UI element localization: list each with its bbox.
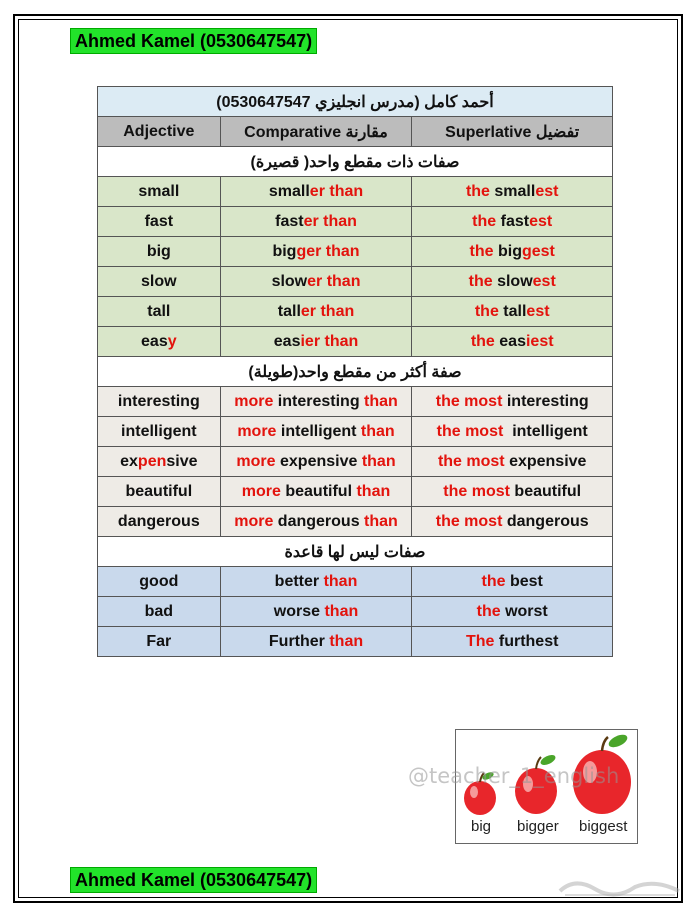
- word-segment: interesting: [277, 392, 365, 410]
- word-segment: worse: [273, 602, 325, 620]
- word-segment: the: [470, 332, 500, 350]
- superlative-cell: [412, 477, 613, 507]
- word-segment: the most: [437, 452, 510, 470]
- word-segment: intelligent: [507, 422, 588, 440]
- word-segment: more: [237, 422, 281, 440]
- word-segment: ex: [120, 452, 138, 470]
- word-segment: the: [469, 242, 498, 260]
- section-heading: صفة أكثر من مقطع واحد(طويلة): [98, 357, 613, 387]
- word-segment: the: [468, 272, 498, 290]
- word-segment: than: [364, 512, 398, 530]
- word-segment: est: [529, 212, 553, 230]
- adjective-cell: [98, 507, 221, 537]
- table-row: [98, 177, 613, 207]
- word-segment: Further: [268, 632, 330, 650]
- header-adjective: Adjective: [98, 117, 221, 147]
- word-segment: iest: [525, 332, 554, 350]
- word-segment: more: [234, 512, 278, 530]
- word-segment: the most: [436, 422, 508, 440]
- table-row: [98, 267, 613, 297]
- adjective-cell: [98, 177, 221, 207]
- superlative-cell: [412, 207, 613, 237]
- word-segment: gest: [521, 242, 555, 260]
- word-segment: intelligent: [121, 422, 197, 440]
- adjective-cell: [98, 387, 221, 417]
- word-segment: beautiful: [125, 482, 193, 500]
- word-segment: than: [329, 632, 364, 650]
- table-row: [98, 507, 613, 537]
- word-segment: er than: [303, 212, 357, 230]
- word-segment: than: [360, 422, 395, 440]
- word-segment: better: [274, 572, 324, 590]
- word-segment: er than: [309, 182, 364, 200]
- word-segment: dangerous: [117, 512, 200, 530]
- superlative-cell: [412, 507, 613, 537]
- table-row: [98, 387, 613, 417]
- superlative-cell: [412, 567, 613, 597]
- word-segment: slow: [271, 272, 308, 290]
- word-segment: est: [535, 182, 559, 200]
- adjective-cell: [98, 207, 221, 237]
- adjective-cell: [98, 627, 221, 657]
- word-segment: the most: [443, 482, 515, 500]
- adjective-cell: [98, 237, 221, 267]
- adjective-cell: [98, 327, 221, 357]
- word-segment: big: [272, 242, 297, 260]
- word-segment: Far: [146, 632, 172, 650]
- word-segment: fast: [275, 212, 304, 230]
- superlative-cell: [412, 597, 613, 627]
- comparative-cell: [220, 177, 412, 207]
- site-logo-icon: [555, 873, 685, 899]
- word-segment: est: [526, 302, 550, 320]
- word-segment: small: [268, 182, 310, 200]
- section-heading-row: [98, 357, 613, 387]
- word-segment: furthest: [498, 632, 559, 650]
- word-segment: est: [532, 272, 556, 290]
- comparative-cell: [220, 237, 412, 267]
- superlative-cell: [412, 627, 613, 657]
- word-segment: ier than: [300, 332, 359, 350]
- word-segment: more: [236, 452, 280, 470]
- word-segment: the: [472, 212, 501, 230]
- word-segment: fast: [500, 212, 530, 230]
- table-row: [98, 237, 613, 267]
- word-segment: ger than: [296, 242, 360, 260]
- word-segment: beautiful: [285, 482, 357, 500]
- word-segment: expensive: [280, 452, 362, 470]
- header-comparative: Comparative مقارنة: [220, 117, 412, 147]
- word-segment: worst: [505, 602, 548, 620]
- comparative-cell: [220, 207, 412, 237]
- word-segment: the most: [435, 392, 507, 410]
- header-superlative: Superlative تفضيل: [412, 117, 613, 147]
- superlative-cell: [412, 417, 613, 447]
- footer-banner: Ahmed Kamel (0530647547): [70, 867, 317, 893]
- table-row: [98, 417, 613, 447]
- adjective-cell: [98, 477, 221, 507]
- word-segment: sive: [166, 452, 198, 470]
- header-banner: Ahmed Kamel (0530647547): [70, 28, 317, 54]
- adjective-cell: [98, 567, 221, 597]
- table-row: [98, 477, 613, 507]
- word-segment: tall: [503, 302, 527, 320]
- comparative-cell: [220, 507, 412, 537]
- superlative-cell: [412, 447, 613, 477]
- word-segment: big: [497, 242, 522, 260]
- apple-label-bigger: bigger: [517, 818, 559, 835]
- word-segment: small: [494, 182, 536, 200]
- word-segment: tall: [147, 302, 171, 320]
- word-segment: more: [234, 392, 278, 410]
- table-row: [98, 627, 613, 657]
- word-segment: than: [356, 482, 391, 500]
- word-segment: good: [139, 572, 179, 590]
- superlative-cell: [412, 387, 613, 417]
- word-segment: than: [323, 572, 358, 590]
- word-segment: the: [481, 572, 510, 590]
- section-heading: صفات ليس لها قاعدة: [98, 537, 613, 567]
- word-segment: the: [474, 302, 504, 320]
- word-segment: than: [364, 392, 398, 410]
- superlative-cell: [412, 237, 613, 267]
- word-segment: er than: [300, 302, 355, 320]
- comparative-cell: [220, 567, 412, 597]
- table-title-row: [98, 87, 613, 117]
- word-segment: bad: [144, 602, 174, 620]
- word-segment: y: [167, 332, 177, 350]
- comparative-cell: [220, 627, 412, 657]
- superlative-cell: [412, 177, 613, 207]
- word-segment: than: [324, 602, 359, 620]
- word-segment: tall: [277, 302, 301, 320]
- section-heading-row: [98, 537, 613, 567]
- word-segment: pen: [137, 452, 167, 470]
- table-row: [98, 567, 613, 597]
- section-heading: صفات ذات مقطع واحد( قصيرة): [98, 147, 613, 177]
- comparative-cell: [220, 267, 412, 297]
- word-segment: than: [361, 452, 396, 470]
- table-row: [98, 207, 613, 237]
- word-segment: the: [465, 182, 495, 200]
- adjective-cell: [98, 597, 221, 627]
- adjective-cell: [98, 447, 221, 477]
- word-segment: eas: [273, 332, 301, 350]
- word-segment: the: [476, 602, 506, 620]
- word-segment: fast: [144, 212, 174, 230]
- table-row: [98, 327, 613, 357]
- comparative-cell: [220, 327, 412, 357]
- adjective-cell: [98, 297, 221, 327]
- table-row: [98, 597, 613, 627]
- table-row: [98, 447, 613, 477]
- comparative-cell: [220, 417, 412, 447]
- watermark-handle: @teacher_1_english: [408, 764, 620, 788]
- comparative-cell: [220, 597, 412, 627]
- comparative-cell: [220, 297, 412, 327]
- apple-label-biggest: biggest: [579, 818, 628, 835]
- word-segment: interesting: [117, 392, 200, 410]
- adjective-cell: [98, 417, 221, 447]
- word-segment: expensive: [509, 452, 587, 470]
- word-segment: er than: [307, 272, 361, 290]
- word-segment: eas: [499, 332, 526, 350]
- comparative-cell: [220, 447, 412, 477]
- adjective-cell: [98, 267, 221, 297]
- superlative-cell: [412, 267, 613, 297]
- word-segment: the most: [435, 512, 507, 530]
- word-segment: dangerous: [506, 512, 589, 530]
- comparative-cell: [220, 477, 412, 507]
- comparison-table: [97, 86, 613, 657]
- table-header-row: [98, 117, 613, 147]
- word-segment: small: [138, 182, 180, 200]
- word-segment: eas: [141, 332, 168, 350]
- apple-label-big: big: [471, 818, 492, 835]
- word-segment: slow: [141, 272, 177, 290]
- word-segment: interesting: [506, 392, 589, 410]
- word-segment: slow: [497, 272, 533, 290]
- word-segment: intelligent: [280, 422, 361, 440]
- superlative-cell: [412, 297, 613, 327]
- superlative-cell: [412, 327, 613, 357]
- comparative-cell: [220, 387, 412, 417]
- word-segment: more: [241, 482, 286, 500]
- section-heading-row: [98, 147, 613, 177]
- word-segment: best: [509, 572, 543, 590]
- table-title: أحمد كامل (مدرس انجليزي 0530647547): [98, 87, 613, 117]
- word-segment: big: [146, 242, 171, 260]
- word-segment: The: [465, 632, 499, 650]
- table-row: [98, 297, 613, 327]
- word-segment: beautiful: [514, 482, 582, 500]
- word-segment: dangerous: [277, 512, 365, 530]
